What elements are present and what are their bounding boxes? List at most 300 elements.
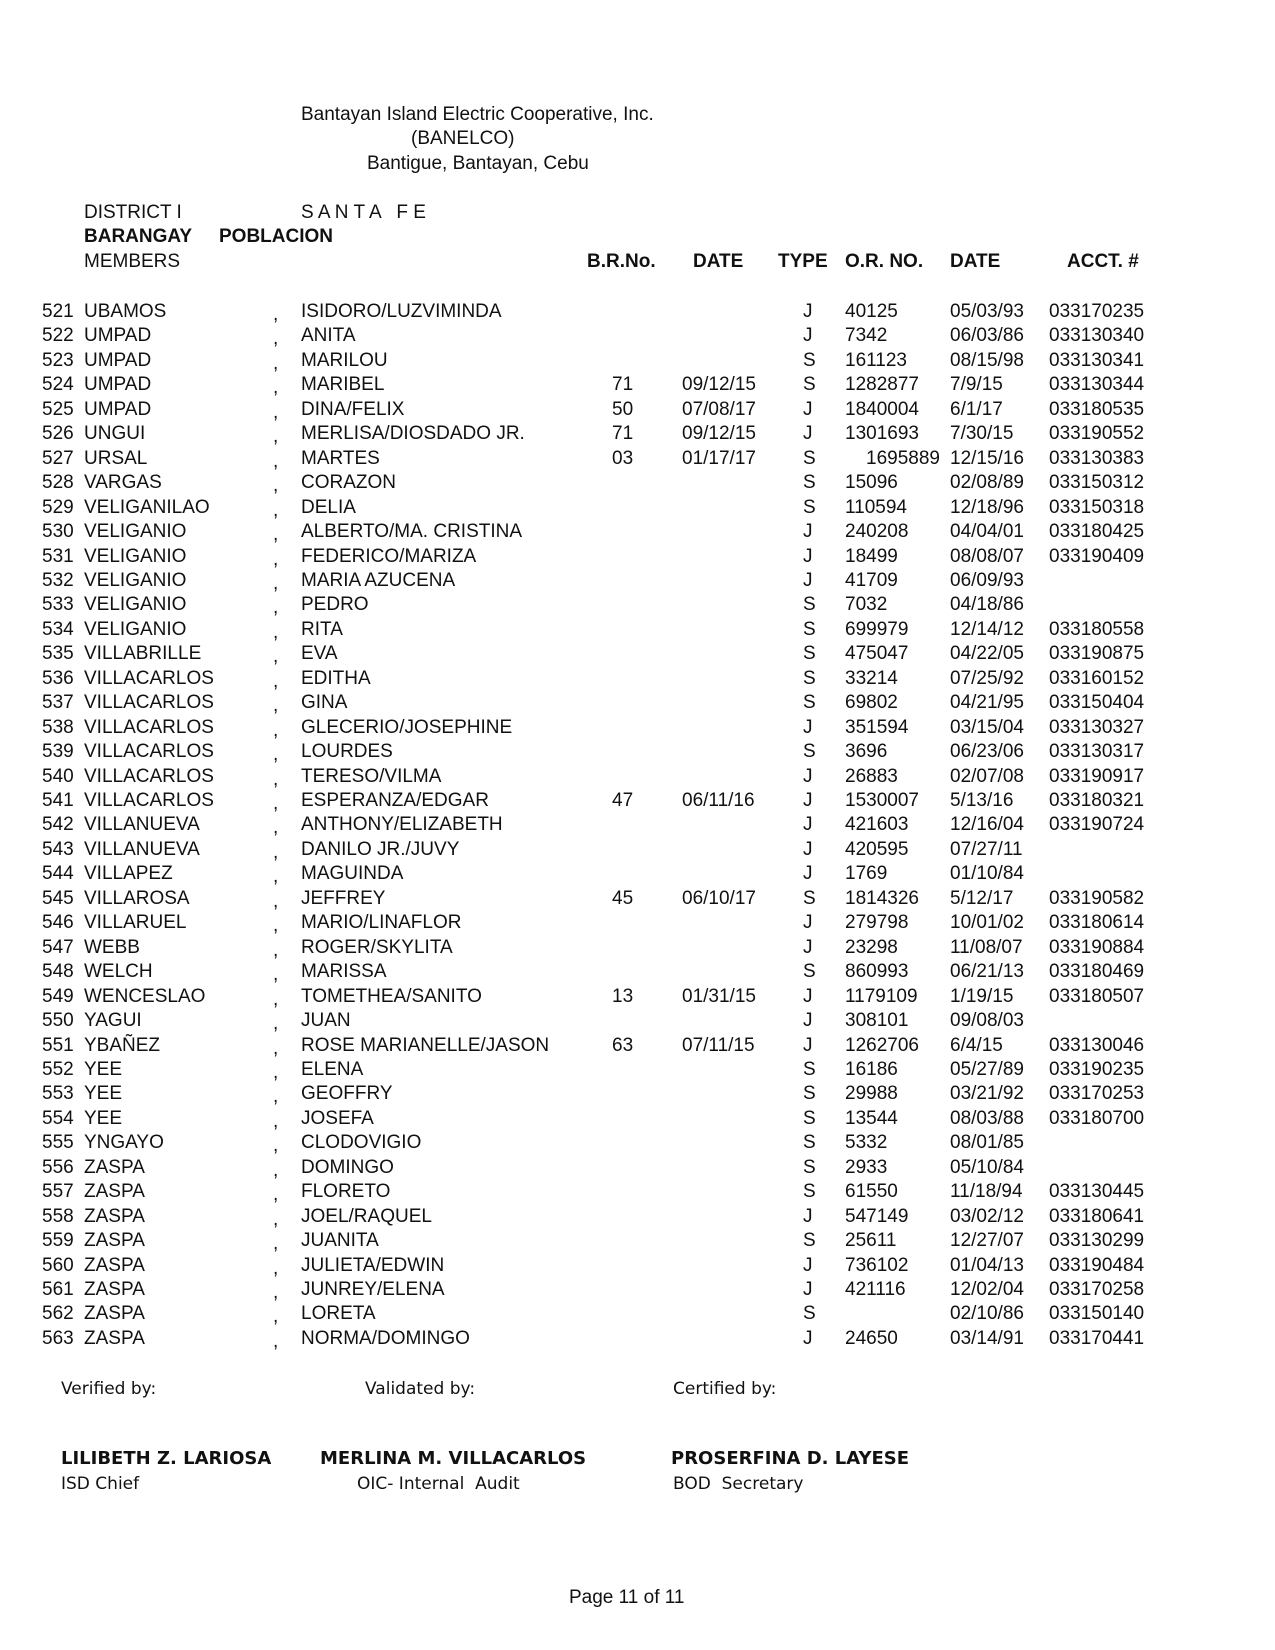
- account-number: 033180614: [1049, 912, 1145, 934]
- table-row: [0, 1009, 1275, 1033]
- or-date: 6/1/17: [950, 398, 1003, 420]
- org-name: Bantayan Island Electric Cooperative, Inc.: [301, 104, 654, 125]
- column-or-no: O.R. NO.: [845, 251, 924, 272]
- br-date: 07/08/17: [682, 398, 756, 420]
- first-name: CLODOVIGIO: [301, 1132, 422, 1154]
- row-number: 551: [42, 1034, 74, 1056]
- member-type: J: [803, 325, 813, 347]
- table-row: [0, 618, 1275, 642]
- comma-separator: ,: [273, 499, 279, 521]
- first-name: ANTHONY/ELIZABETH: [301, 814, 503, 836]
- row-number: 549: [42, 985, 74, 1007]
- or-no: 7032: [845, 594, 888, 616]
- validated-title: OIC- Internal Audit: [357, 1474, 520, 1494]
- last-name: UBAMOS: [84, 301, 167, 322]
- member-type: S: [803, 1132, 816, 1154]
- or-no: 547149: [845, 1205, 909, 1227]
- first-name: RITA: [301, 618, 343, 640]
- first-name: DELIA: [301, 496, 356, 518]
- account-number: 033170253: [1049, 1083, 1145, 1105]
- last-name: VILLABRILLE: [84, 643, 202, 665]
- account-number: 033190884: [1049, 936, 1145, 958]
- account-number: 033170441: [1049, 1327, 1145, 1349]
- last-name: VELIGANIO: [84, 545, 187, 567]
- or-no: 475047: [845, 643, 909, 665]
- table-row: [0, 1107, 1275, 1131]
- or-no: 421603: [845, 814, 909, 836]
- last-name: UMPAD: [84, 398, 152, 420]
- first-name: ANITA: [301, 325, 356, 347]
- or-no: 1769: [845, 863, 888, 885]
- first-name: EVA: [301, 643, 338, 665]
- member-type: S: [803, 496, 816, 518]
- account-number: 033180321: [1049, 790, 1145, 811]
- or-no: 1530007: [845, 790, 919, 811]
- last-name: UMPAD: [84, 349, 152, 371]
- last-name: VILLANUEVA: [84, 814, 200, 836]
- or-no: 1814326: [845, 887, 919, 909]
- br-no: 45: [612, 887, 634, 909]
- or-date: 5/13/16: [950, 790, 1014, 811]
- first-name: DINA/FELIX: [301, 398, 405, 420]
- or-date: 5/12/17: [950, 887, 1014, 909]
- row-number: 537: [42, 692, 74, 714]
- table-row: [0, 1131, 1275, 1155]
- table-row: [0, 520, 1275, 544]
- row-number: 525: [42, 398, 74, 420]
- account-number: 033150312: [1049, 472, 1145, 494]
- last-name: YEE: [84, 1058, 123, 1080]
- row-number: 560: [42, 1254, 74, 1276]
- or-no: 13544: [845, 1107, 898, 1129]
- row-number: 538: [42, 716, 74, 738]
- org-abbr: (BANELCO): [411, 128, 515, 149]
- district-label: DISTRICT I: [84, 202, 182, 223]
- member-type: S: [803, 594, 816, 616]
- validated-by-label: Validated by:: [365, 1379, 476, 1399]
- district-town: S A N T A F E: [301, 202, 426, 223]
- table-row: [0, 496, 1275, 520]
- account-number: 033170235: [1049, 301, 1145, 322]
- table-row: [0, 887, 1275, 911]
- member-type: J: [803, 1034, 813, 1056]
- row-number: 562: [42, 1303, 74, 1325]
- account-number: 033180700: [1049, 1107, 1145, 1129]
- account-number: 033160152: [1049, 667, 1145, 689]
- member-type: S: [803, 643, 816, 665]
- first-name: CORAZON: [301, 472, 396, 494]
- table-row: [0, 765, 1275, 789]
- row-number: 544: [42, 863, 74, 885]
- row-number: 532: [42, 569, 74, 591]
- row-number: 541: [42, 790, 74, 811]
- account-number: 033180469: [1049, 961, 1145, 983]
- or-no: 240208: [845, 521, 909, 543]
- last-name: UNGUI: [84, 423, 146, 445]
- account-number: 033190484: [1049, 1254, 1145, 1276]
- verified-by-label: Verified by:: [61, 1379, 157, 1399]
- or-date: 12/16/04: [950, 814, 1024, 836]
- br-no: 47: [612, 790, 634, 811]
- account-number: 033130299: [1049, 1230, 1145, 1252]
- account-number: 033190552: [1049, 423, 1145, 445]
- member-type: J: [803, 716, 813, 738]
- row-number: 534: [42, 618, 74, 640]
- table-row: [0, 789, 1275, 813]
- first-name: MARIBEL: [301, 374, 385, 396]
- table-row: [0, 373, 1275, 397]
- table-row: [0, 1180, 1275, 1204]
- last-name: VILLACARLOS: [84, 765, 214, 787]
- last-name: VILLACARLOS: [84, 667, 214, 689]
- member-type: J: [803, 1254, 813, 1276]
- comma-separator: ,: [273, 841, 279, 863]
- last-name: WELCH: [84, 961, 153, 983]
- column-acct: ACCT. #: [1067, 251, 1139, 272]
- member-type: S: [803, 741, 816, 763]
- barangay-name: POBLACION: [219, 226, 333, 247]
- row-number: 559: [42, 1230, 74, 1252]
- row-number: 561: [42, 1279, 74, 1300]
- member-type: J: [803, 423, 813, 445]
- row-number: 527: [42, 447, 74, 469]
- or-date: 06/21/13: [950, 961, 1024, 983]
- row-number: 552: [42, 1058, 74, 1080]
- member-type: J: [803, 1010, 813, 1032]
- table-row: [0, 936, 1275, 960]
- or-no: 421116: [845, 1279, 906, 1300]
- comma-separator: ,: [273, 597, 279, 619]
- table-row: [0, 593, 1275, 617]
- last-name: UMPAD: [84, 374, 152, 396]
- account-number: 033130317: [1049, 741, 1145, 763]
- or-no: 26883: [845, 765, 898, 787]
- table-row: [0, 1327, 1275, 1351]
- br-date: 01/31/15: [682, 985, 756, 1007]
- or-date: 03/14/91: [950, 1327, 1024, 1349]
- barangay-label: BARANGAY: [84, 226, 193, 247]
- br-no: 63: [612, 1034, 634, 1056]
- or-no: 25611: [845, 1230, 897, 1252]
- row-number: 557: [42, 1181, 74, 1203]
- member-type: S: [803, 1058, 816, 1080]
- or-no: 24650: [845, 1327, 898, 1349]
- or-no: 7342: [845, 325, 888, 347]
- last-name: WEBB: [84, 936, 140, 958]
- account-number: 033190409: [1049, 545, 1145, 567]
- or-date: 01/04/13: [950, 1254, 1024, 1276]
- comma-separator: ,: [273, 768, 279, 790]
- comma-separator: ,: [273, 1330, 279, 1352]
- comma-separator: ,: [273, 1208, 279, 1230]
- first-name: ESPERANZA/EDGAR: [301, 790, 489, 811]
- comma-separator: ,: [273, 817, 279, 839]
- first-name: PEDRO: [301, 594, 369, 616]
- member-type: S: [803, 349, 816, 371]
- last-name: VARGAS: [84, 472, 162, 494]
- or-date: 03/15/04: [950, 716, 1024, 738]
- first-name: MARIA AZUCENA: [301, 569, 456, 591]
- br-date: 06/11/16: [682, 790, 755, 811]
- or-no: 1282877: [845, 374, 919, 396]
- or-date: 02/08/89: [950, 472, 1024, 494]
- member-type: S: [803, 1303, 816, 1325]
- table-row: [0, 349, 1275, 373]
- comma-separator: ,: [273, 1086, 279, 1108]
- member-type: S: [803, 692, 816, 714]
- comma-separator: ,: [273, 475, 279, 497]
- comma-separator: ,: [273, 670, 279, 692]
- table-row: [0, 422, 1275, 446]
- comma-separator: ,: [273, 646, 279, 668]
- or-no: 15096: [845, 472, 898, 494]
- account-number: 033130046: [1049, 1034, 1145, 1056]
- or-no: 33214: [845, 667, 898, 689]
- or-date: 12/15/16: [950, 447, 1024, 469]
- first-name: JEFFREY: [301, 887, 386, 909]
- or-no: 1840004: [845, 398, 919, 420]
- table-row: [0, 1034, 1275, 1058]
- or-no: 3696: [845, 741, 888, 763]
- first-name: JUNREY/ELENA: [301, 1279, 445, 1300]
- comma-separator: ,: [273, 1110, 279, 1132]
- or-no: 23298: [845, 936, 898, 958]
- member-type: S: [803, 1230, 816, 1252]
- comma-separator: ,: [273, 988, 279, 1010]
- row-number: 529: [42, 496, 74, 518]
- member-type: S: [803, 472, 816, 494]
- last-name: ZASPA: [84, 1230, 145, 1252]
- br-date: 09/12/15: [682, 374, 756, 396]
- last-name: YNGAYO: [84, 1132, 164, 1154]
- or-date: 07/25/92: [950, 667, 1024, 689]
- comma-separator: ,: [273, 450, 279, 472]
- comma-separator: ,: [273, 866, 279, 888]
- column-br-no: B.R.No.: [587, 251, 656, 272]
- account-number: 033150318: [1049, 496, 1145, 518]
- row-number: 543: [42, 838, 74, 860]
- first-name: MARIO/LINAFLOR: [301, 912, 462, 934]
- or-no: 110594: [845, 496, 907, 518]
- validated-name: MERLINA M. VILLACARLOS: [320, 1448, 587, 1469]
- or-no: 61550: [845, 1181, 898, 1203]
- or-no: 1262706: [845, 1034, 919, 1056]
- comma-separator: ,: [273, 964, 279, 986]
- or-date: 08/08/07: [950, 545, 1024, 567]
- first-name: DOMINGO: [301, 1156, 394, 1178]
- verified-title: ISD Chief: [61, 1474, 140, 1494]
- account-number: 033190724: [1049, 814, 1145, 836]
- member-type: J: [803, 1279, 813, 1300]
- last-name: VILLARUEL: [84, 912, 187, 934]
- last-name: VILLANUEVA: [84, 838, 200, 860]
- comma-separator: ,: [273, 890, 279, 912]
- last-name: VELIGANILAO: [84, 496, 210, 518]
- last-name: YAGUI: [84, 1010, 142, 1032]
- or-no: 16186: [845, 1058, 898, 1080]
- first-name: ALBERTO/MA. CRISTINA: [301, 521, 523, 543]
- first-name: JOSEFA: [301, 1107, 374, 1129]
- table-row: [0, 1205, 1275, 1229]
- row-number: 558: [42, 1205, 74, 1227]
- or-date: 04/04/01: [950, 521, 1024, 543]
- or-date: 12/27/07: [950, 1230, 1024, 1252]
- row-number: 521: [42, 301, 74, 322]
- or-date: 08/15/98: [950, 349, 1024, 371]
- row-number: 553: [42, 1083, 74, 1105]
- first-name: JULIETA/EDWIN: [301, 1254, 445, 1276]
- br-date: 09/12/15: [682, 423, 756, 445]
- member-type: J: [803, 569, 813, 591]
- account-number: 033130340: [1049, 325, 1145, 347]
- first-name: MERLISA/DIOSDADO JR.: [301, 423, 525, 445]
- comma-separator: ,: [273, 744, 279, 766]
- account-number: 033130341: [1049, 349, 1145, 371]
- row-number: 533: [42, 594, 74, 616]
- member-type: J: [803, 814, 813, 836]
- member-type: J: [803, 765, 813, 787]
- last-name: ZASPA: [84, 1303, 145, 1325]
- last-name: URSAL: [84, 447, 148, 469]
- comma-separator: ,: [273, 1306, 279, 1328]
- row-number: 531: [42, 545, 74, 567]
- br-no: 71: [612, 374, 634, 396]
- last-name: ZASPA: [84, 1254, 145, 1276]
- first-name: MAGUINDA: [301, 863, 404, 885]
- member-type: S: [803, 1107, 816, 1129]
- column-type: TYPE: [778, 251, 828, 272]
- last-name: ZASPA: [84, 1156, 145, 1178]
- comma-separator: ,: [273, 328, 279, 350]
- or-no: 736102: [845, 1254, 909, 1276]
- page-number: Page 11 of 11: [569, 1587, 685, 1608]
- last-name: YEE: [84, 1107, 123, 1129]
- or-date: 11/18/94: [950, 1181, 1023, 1203]
- or-no: 860993: [845, 961, 909, 983]
- or-date: 6/4/15: [950, 1034, 1003, 1056]
- br-no: 13: [612, 985, 634, 1007]
- or-no: 41709: [845, 569, 898, 591]
- comma-separator: ,: [273, 401, 279, 423]
- member-type: S: [803, 447, 816, 469]
- member-type: S: [803, 667, 816, 689]
- row-number: 563: [42, 1327, 74, 1349]
- member-type: J: [803, 398, 813, 420]
- first-name: ISIDORO/LUZVIMINDA: [301, 301, 502, 322]
- or-date: 05/10/84: [950, 1156, 1024, 1178]
- or-no: 351594: [845, 716, 909, 738]
- or-date: 11/08/07: [950, 936, 1023, 958]
- member-type: S: [803, 887, 816, 909]
- br-date: 07/11/15: [682, 1034, 755, 1056]
- or-no: 1179109: [845, 985, 918, 1007]
- table-row: [0, 813, 1275, 837]
- comma-separator: ,: [273, 1233, 279, 1255]
- comma-separator: ,: [273, 1159, 279, 1181]
- row-number: 535: [42, 643, 74, 665]
- or-date: 01/10/84: [950, 863, 1024, 885]
- comma-separator: ,: [273, 1037, 279, 1059]
- account-number: 033190582: [1049, 887, 1145, 909]
- account-number: 033180558: [1049, 618, 1145, 640]
- last-name: ZASPA: [84, 1181, 145, 1203]
- table-row: [0, 667, 1275, 691]
- last-name: VILLACARLOS: [84, 692, 214, 714]
- table-row: [0, 960, 1275, 984]
- comma-separator: ,: [273, 719, 279, 741]
- row-number: 554: [42, 1107, 74, 1129]
- last-name: ZASPA: [84, 1205, 145, 1227]
- table-row: [0, 300, 1275, 324]
- row-number: 523: [42, 349, 74, 371]
- member-type: J: [803, 521, 813, 543]
- or-no: 18499: [845, 545, 898, 567]
- first-name: GLECERIO/JOSEPHINE: [301, 716, 513, 738]
- comma-separator: ,: [273, 1184, 279, 1206]
- or-date: 04/18/86: [950, 594, 1024, 616]
- br-no: 03: [612, 447, 634, 469]
- member-type: J: [803, 1327, 813, 1349]
- row-number: 542: [42, 814, 74, 836]
- member-type: J: [803, 838, 813, 860]
- or-date: 08/01/85: [950, 1132, 1024, 1154]
- table-row: [0, 911, 1275, 935]
- comma-separator: ,: [273, 793, 279, 814]
- member-type: J: [803, 863, 813, 885]
- or-date: 05/03/93: [950, 301, 1024, 322]
- or-date: 06/03/86: [950, 325, 1024, 347]
- table-row: [0, 985, 1275, 1009]
- table-row: [0, 716, 1275, 740]
- table-row: [0, 324, 1275, 348]
- account-number: 033150140: [1049, 1303, 1145, 1325]
- last-name: UMPAD: [84, 325, 152, 347]
- last-name: VILLAPEZ: [84, 863, 173, 885]
- last-name: VELIGANIO: [84, 618, 187, 640]
- certified-title: BOD Secretary: [673, 1474, 804, 1494]
- row-number: 545: [42, 887, 74, 909]
- or-no: 29988: [845, 1083, 898, 1105]
- comma-separator: ,: [273, 695, 279, 717]
- row-number: 540: [42, 765, 74, 787]
- last-name: YBAÑEZ: [84, 1034, 161, 1056]
- last-name: WENCESLAO: [84, 985, 206, 1007]
- first-name: JOEL/RAQUEL: [301, 1205, 432, 1227]
- first-name: TOMETHEA/SANITO: [301, 985, 482, 1007]
- account-number: 033180535: [1049, 398, 1145, 420]
- row-number: 530: [42, 521, 74, 543]
- or-date: 02/10/86: [950, 1303, 1024, 1325]
- or-no: 161123: [845, 349, 907, 371]
- or-date: 08/03/88: [950, 1107, 1024, 1129]
- comma-separator: ,: [273, 1013, 279, 1035]
- or-date: 7/30/15: [950, 423, 1014, 445]
- table-row: [0, 838, 1275, 862]
- org-address: Bantigue, Bantayan, Cebu: [367, 153, 589, 174]
- certified-name: PROSERFINA D. LAYESE: [671, 1448, 910, 1469]
- member-type: S: [803, 374, 816, 396]
- or-date: 09/08/03: [950, 1010, 1024, 1032]
- last-name: VILLACARLOS: [84, 716, 214, 738]
- verified-name: LILIBETH Z. LARIOSA: [61, 1448, 272, 1469]
- account-number: 033190917: [1049, 765, 1145, 787]
- first-name: LORETA: [301, 1303, 376, 1325]
- last-name: VILLACARLOS: [84, 741, 214, 763]
- table-row: [0, 447, 1275, 471]
- first-name: JUANITA: [301, 1230, 379, 1252]
- or-no: 2933: [845, 1156, 888, 1178]
- comma-separator: ,: [273, 621, 279, 643]
